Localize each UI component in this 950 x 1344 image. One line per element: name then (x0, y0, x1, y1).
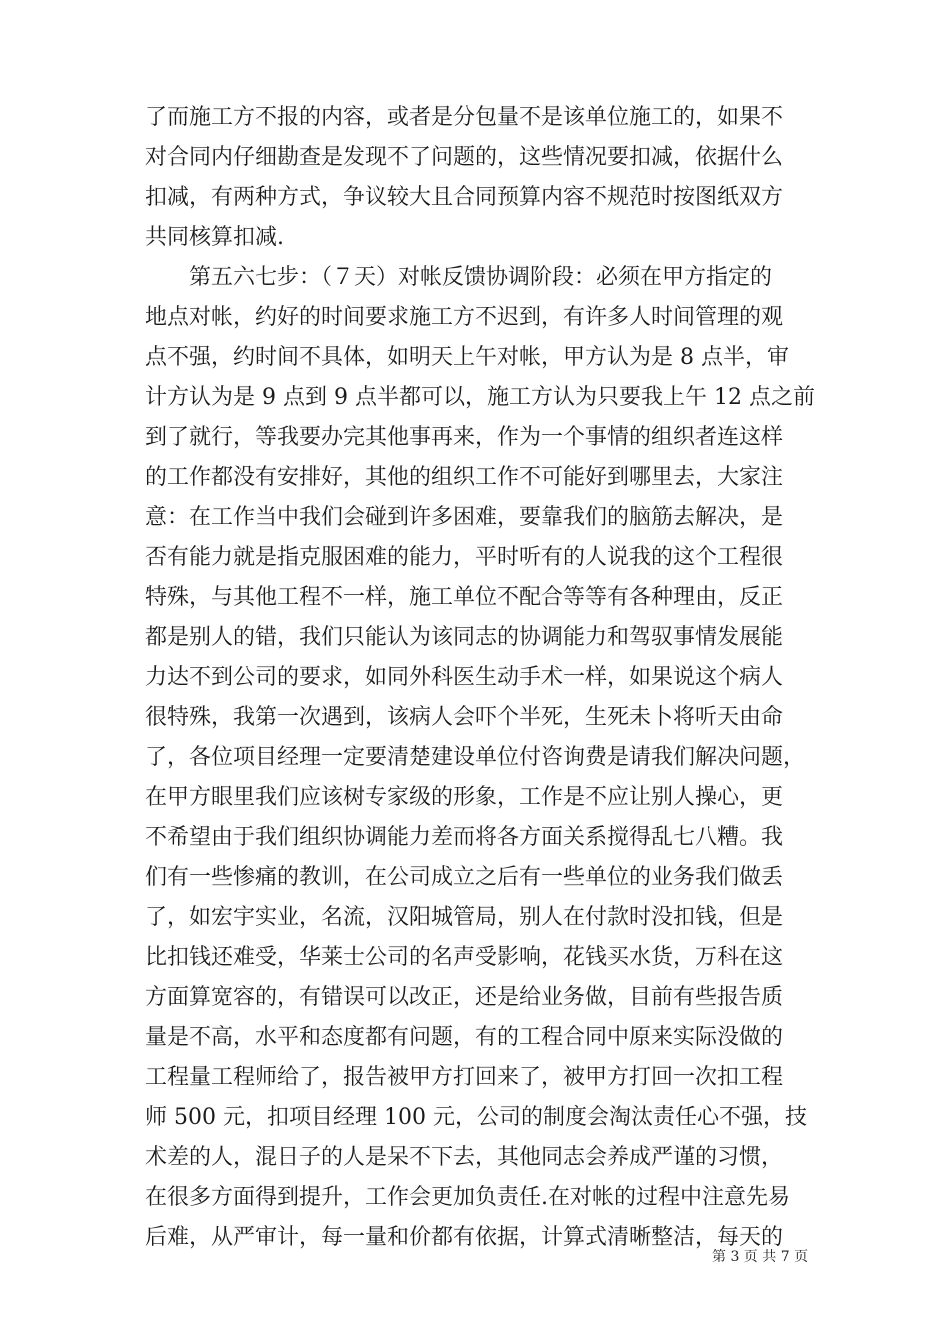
text-line: 的工作都没有安排好，其他的组织工作不可能好到哪里去，大家注 (145, 465, 784, 490)
text-line: 地点对帐，约好的时间要求施工方不迟到，有许多人时间管理的观 (145, 305, 784, 330)
text-line: 力达不到公司的要求，如同外科医生动手术一样，如果说这个病人 (145, 665, 784, 690)
text-line: 第五六七步：（７天）对帐反馈协调阶段：必须在甲方指定的 (145, 265, 773, 290)
text-line: 点不强，约时间不具体，如明天上午对帐，甲方认为是 8 点半，审 (145, 345, 789, 370)
text-line: 不希望由于我们组织协调能力差而将各方面关系搅得乱七八糟。我 (145, 825, 784, 850)
text-line: 都是别人的错，我们只能认为该同志的协调能力和驾驭事情发展能 (145, 625, 784, 650)
text-line: 后难，从严审计，每一量和价都有依据，计算式清晰整洁，每天的 (145, 1225, 784, 1250)
text-line: 了，如宏宇实业，名流，汉阳城管局，别人在付款时没扣钱，但是 (145, 905, 784, 930)
text-line: 工程量工程师给了，报告被甲方打回来了，被甲方打回一次扣工程 (145, 1065, 784, 1090)
text-line: 扣减，有两种方式，争议较大且合同预算内容不规范时按图纸双方 (145, 185, 784, 210)
text-line: 们有一些惨痛的教训，在公司成立之后有一些单位的业务我们做丢 (145, 865, 784, 890)
text-line: 计方认为是 9 点到 9 点半都可以，施工方认为只要我上午 12 点之前 (145, 385, 815, 410)
text-line: 方面算宽容的，有错误可以改正，还是给业务做，目前有些报告质 (145, 985, 784, 1010)
text-line: 对合同内仔细勘查是发现不了问题的，这些情况要扣减，依据什么 (145, 145, 784, 170)
text-line: 了，各位项目经理一定要清楚建设单位付咨询费是请我们解决问题， (145, 745, 806, 770)
text-line: 到了就行，等我要办完其他事再来，作为一个事情的组织者连这样 (145, 425, 784, 450)
text-line: 意：在工作当中我们会碰到许多困难，要靠我们的脑筋去解决，是 (145, 505, 784, 530)
text-line: 量是不高，水平和态度都有问题，有的工程合同中原来实际没做的 (145, 1025, 784, 1050)
text-line: 了而施工方不报的内容，或者是分包量不是该单位施工的，如果不 (145, 105, 784, 130)
text-line: 特殊，与其他工程不一样，施工单位不配合等等有各种理由，反正 (145, 585, 784, 610)
page-number-footer: 第 3 页 共 7 页 (712, 1249, 809, 1265)
text-line: 否有能力就是指克服困难的能力，平时听有的人说我的这个工程很 (145, 545, 784, 570)
text-line: 在甲方眼里我们应该树专家级的形象，工作是不应让别人操心，更 (145, 785, 784, 810)
text-line: 共同核算扣减. (145, 225, 284, 250)
text-line: 在很多方面得到提升，工作会更加负责任.在对帐的过程中注意先易 (145, 1185, 790, 1210)
text-line: 比扣钱还难受，华莱士公司的名声受影响，花钱买水货，万科在这 (145, 945, 784, 970)
text-line: 术差的人，混日子的人是呆不下去，其他同志会养成严谨的习惯， (145, 1145, 784, 1170)
body-text (145, 98, 815, 1258)
text-line: 师 500 元，扣项目经理 100 元，公司的制度会淘汰责任心不强，技 (145, 1105, 807, 1130)
text-line: 很特殊，我第一次遇到，该病人会吓个半死，生死未卜将听天由命 (145, 705, 784, 730)
